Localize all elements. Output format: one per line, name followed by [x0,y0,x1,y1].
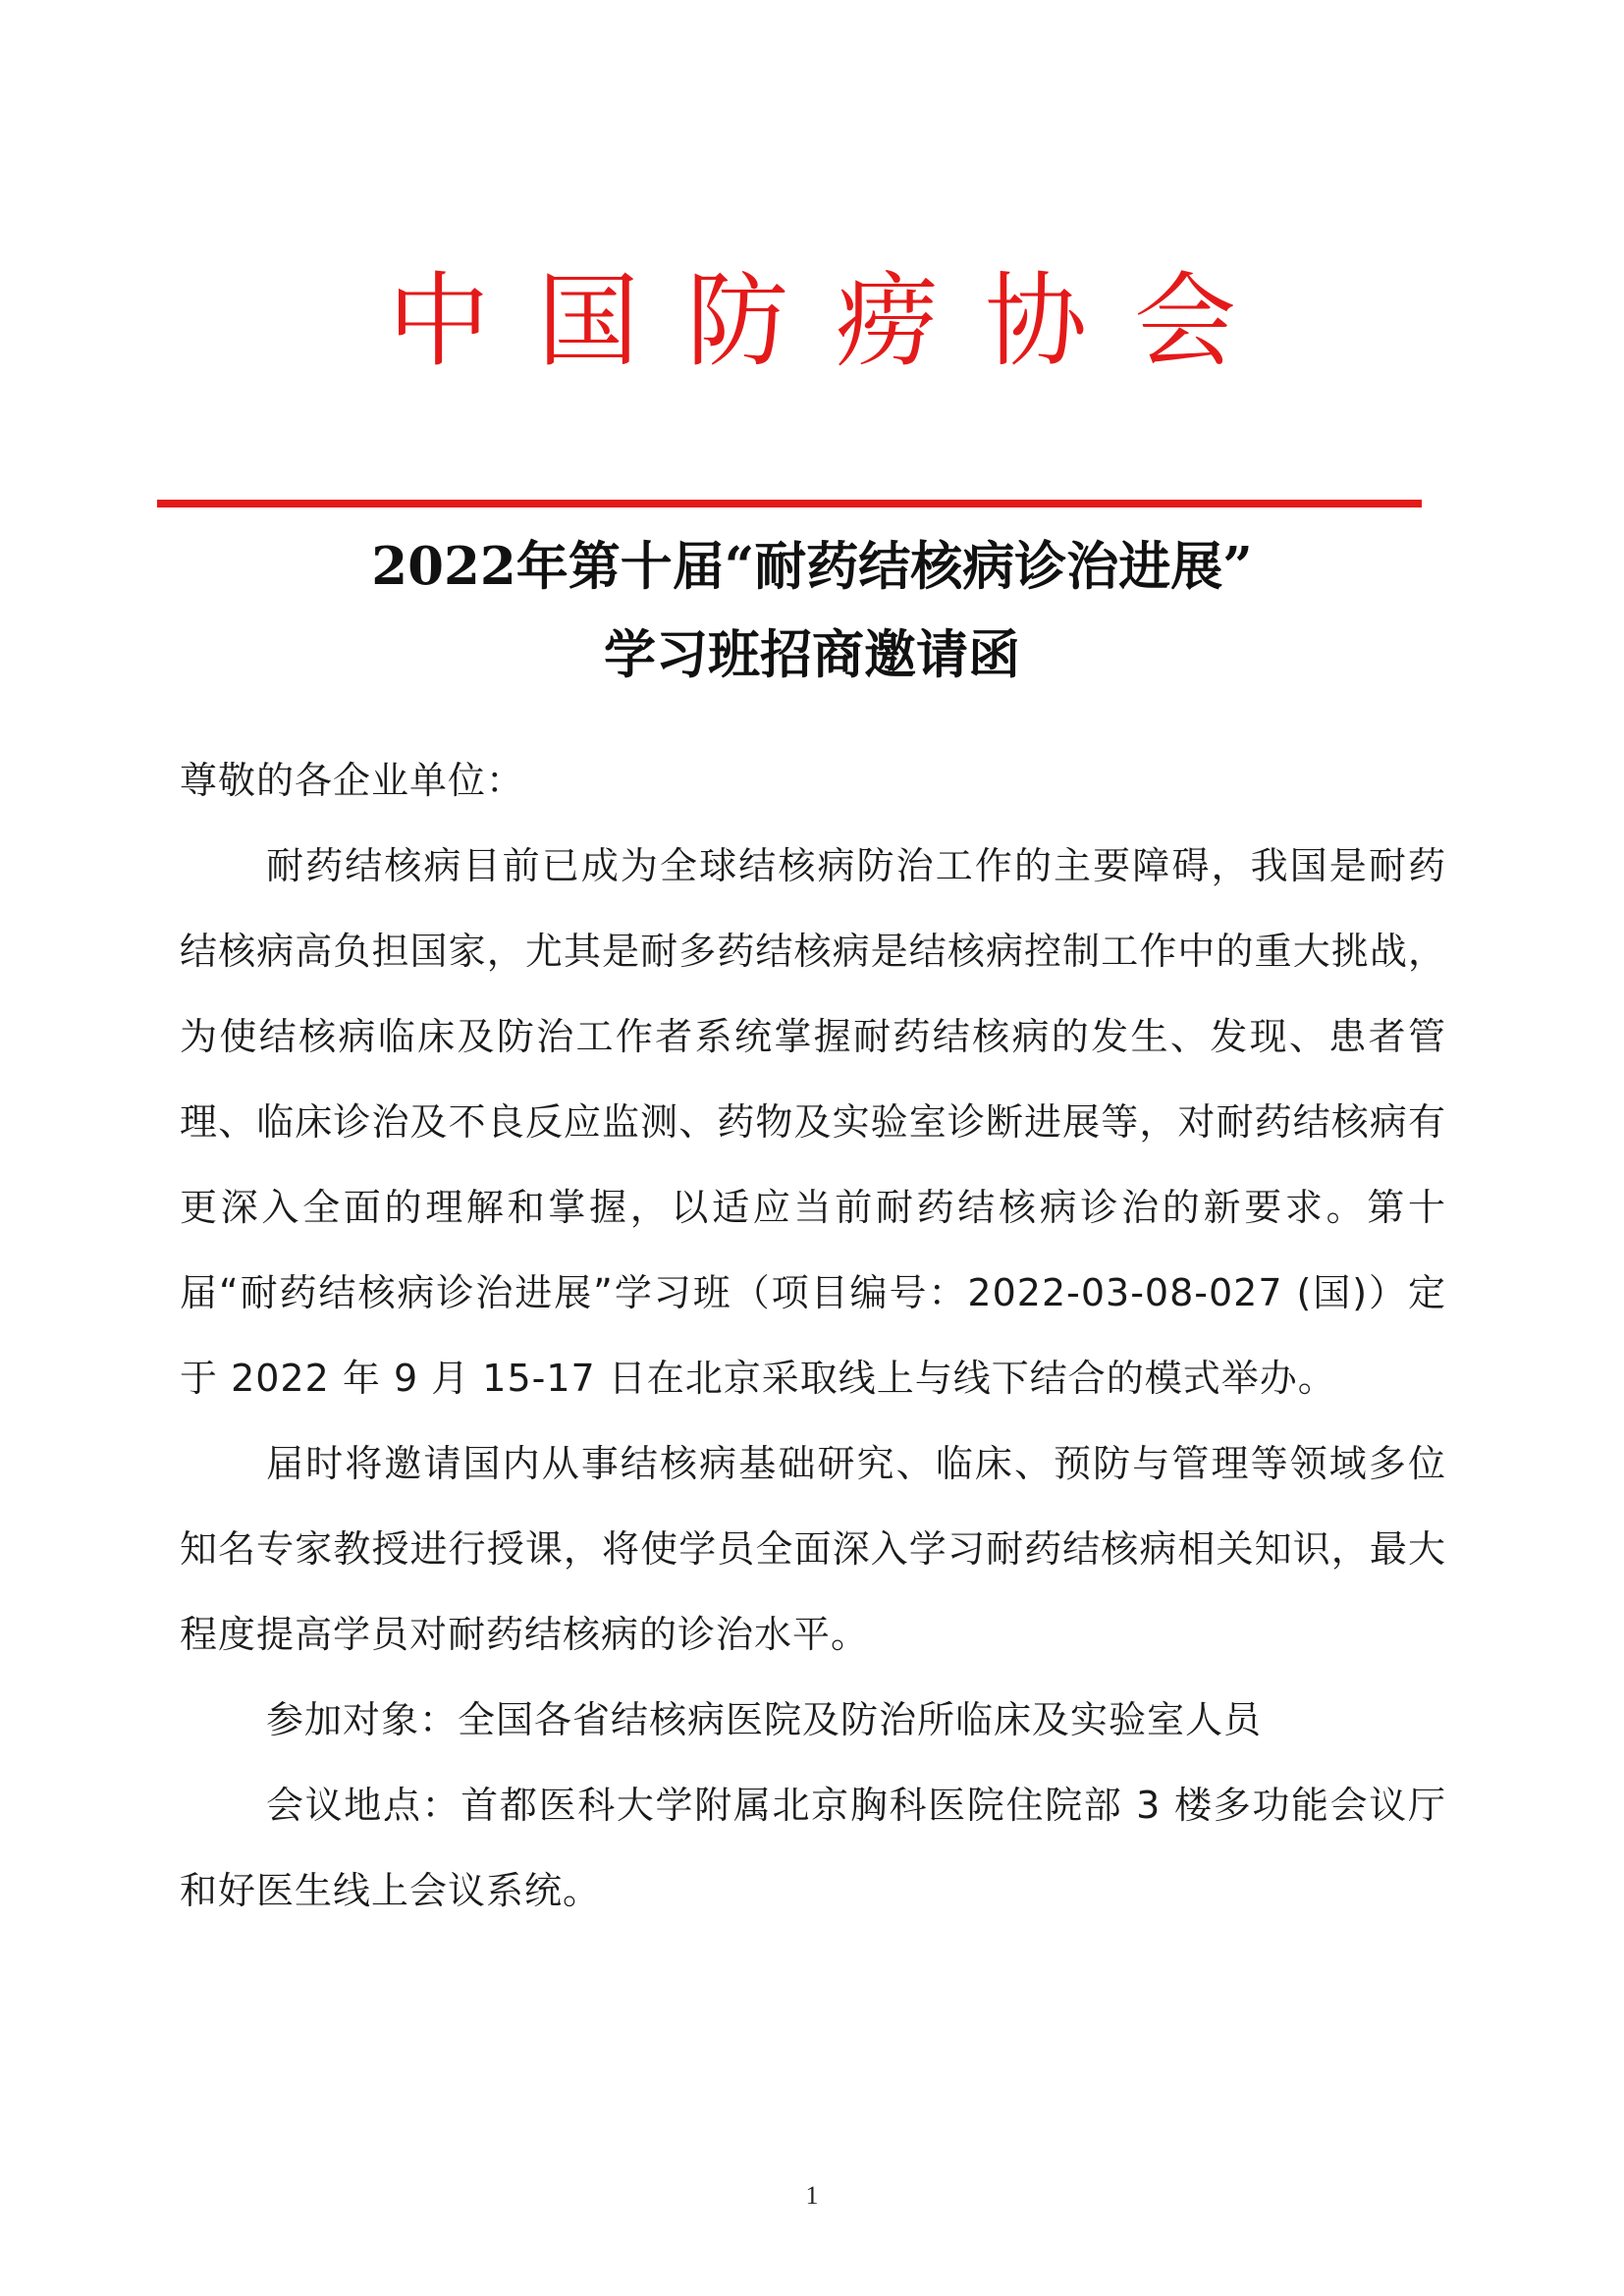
paragraph-faculty: 届时将邀请国内从事结核病基础研究、临床、预防与管理等领域多位知名专家教授进行授课，将使学员全面深入学习耐药结核病相关知识，最大程度提高学员对耐药结核病的诊治水平。 [180,1442,1446,1656]
document-title-line-1: 2022年第十届“耐药结核病诊治进展” [371,536,1253,597]
paragraph-venue: 会议地点：首都医科大学附属北京胸科医院住院部 3 楼多功能会议厅和好医生线上会议系统。 [180,1784,1446,1912]
document-title-line-2: 学习班招商邀请函 [604,624,1020,685]
header-divider-rule [157,500,1422,507]
letter-body [180,738,1446,1934]
paragraph-audience: 参加对象：全国各省结核病医院及防治所临床及实验室人员 [266,1698,1263,1741]
organization-header: 中国防痨协会 [387,261,1283,381]
paragraph-intro: 耐药结核病目前已成为全球结核病防治工作的主要障碍，我国是耐药结核病高负担国家，尤其是耐多药结核病是结核病控制工作中的重大挑战，为使结核病临床及防治工作者系统掌握耐药结核病的发生、发现、患者管理、临床诊治及不良反应监测、药物及实验室诊断进展等，对耐药结核病有更深入全面的理解和掌握，以适应当前耐药结核病诊治的新要求。第十届“耐药结核病诊治进展”学习班（项目编号：2022-03-08-027 (国)）定于 2022 年 9 月 15-17 日在北京采取线上与线下结合的模式举办。 [180,844,1446,1400]
salutation: 尊敬的各企业单位： [180,759,525,802]
page-number: 1 [805,2181,819,2210]
